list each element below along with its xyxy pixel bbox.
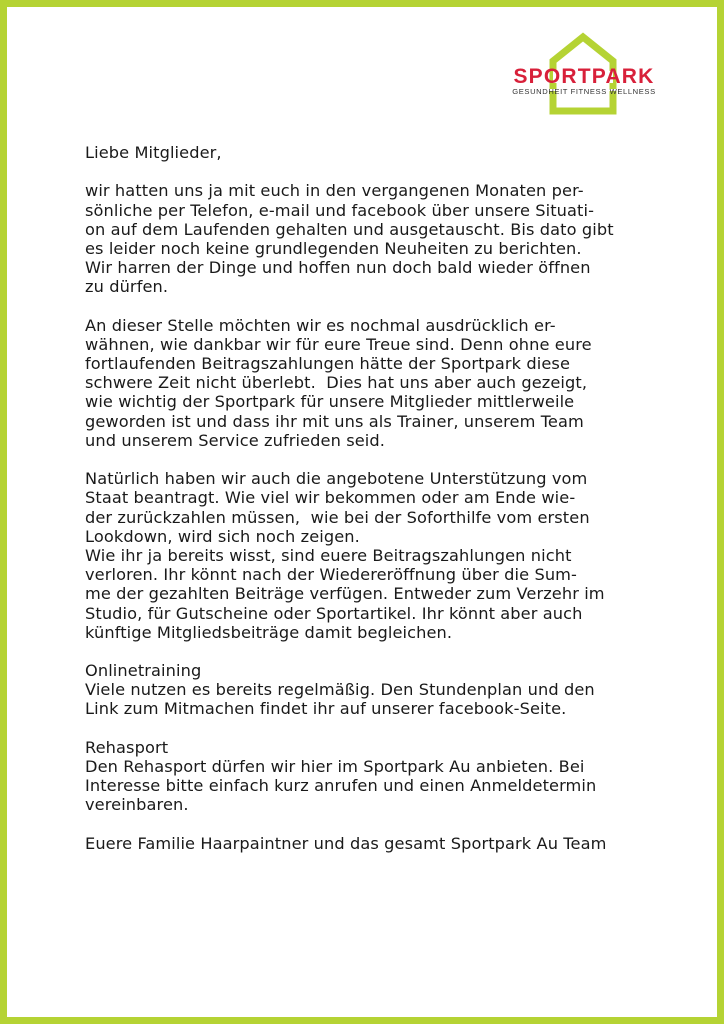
text-line: Onlinetraining: [85, 661, 202, 681]
text-line: Rehasport: [85, 737, 169, 757]
letter-paragraph: [85, 469, 675, 642]
text-line: geworden ist und dass ihr mit uns als Trainer, unserem Team: [85, 411, 584, 431]
paragraph-gap: [85, 815, 675, 834]
text-line: Viele nutzen es bereits regelmäßig. Den Stundenplan und den: [85, 680, 595, 700]
text-line: künftige Mitgliedsbeiträge damit begleichen.: [85, 622, 453, 642]
letter-greeting: Liebe Mitglieder,: [85, 143, 222, 162]
text-line: der zurückzahlen müssen, wie bei der Soforthilfe vom ersten: [85, 507, 590, 527]
sportpark-logo: [477, 31, 691, 119]
text-line: Staat beantragt. Wie viel wir bekommen oder am Ende wie-: [85, 488, 576, 508]
letter-paragraph: [85, 661, 675, 719]
text-line: wir hatten uns ja mit euch in den vergangenen Monaten per-: [85, 181, 584, 201]
letter-paragraphs: [85, 181, 675, 833]
letter-body: [85, 143, 675, 853]
paragraph-gap: [85, 297, 675, 316]
text-line: und unserem Service zufrieden seid.: [85, 430, 386, 450]
text-line: Den Rehasport dürfen wir hier im Sportpark Au anbieten. Bei: [85, 757, 585, 776]
text-line: on auf dem Laufenden gehalten und ausgetauscht. Bis dato gibt: [85, 219, 614, 239]
text-line: zu dürfen.: [85, 277, 169, 297]
text-line: Wir harren der Dinge und hoffen nun doch bald wieder öffnen: [85, 258, 591, 278]
paragraph-gap: [85, 450, 675, 469]
text-line: Lookdown, wird sich noch zeigen.: [85, 526, 360, 546]
text-line: An dieser Stelle möchten wir es nochmal ausdrücklich er-: [85, 315, 556, 335]
text-line: wie wichtig der Sportpark für unsere Mitglieder mittlerweile: [85, 392, 575, 412]
text-line: Studio, für Gutscheine oder Sportartikel. Ihr könnt aber auch: [85, 603, 583, 623]
text-line: wähnen, wie dankbar wir für eure Treue sind. Denn ohne eure: [85, 334, 592, 354]
sportpark-logo-graphic: [477, 31, 691, 119]
text-line: Link zum Mitmachen findet ihr auf unserer facebook-Seite.: [85, 699, 567, 719]
text-line: Interesse bitte einfach kurz anrufen und einen Anmeldetermin: [85, 776, 597, 796]
text-line: vereinbaren.: [85, 795, 189, 815]
text-line: Wie ihr ja bereits wisst, sind euere Beitragszahlungen nicht: [85, 545, 572, 565]
paragraph-gap: [85, 642, 675, 661]
text-line: Natürlich haben wir auch die angebotene Unterstützung vom: [85, 469, 588, 489]
logo-tagline-text: GESUNDHEIT FITNESS WELLNESS: [512, 87, 656, 96]
logo-brand-text: SPORTPARK: [513, 65, 655, 88]
letter-paragraph: [85, 738, 675, 815]
letter-paragraph: [85, 316, 675, 450]
letter-signature: Euere Familie Haarpaintner und das gesamt Sportpark Au Team: [85, 833, 607, 853]
paragraph-gap: [85, 162, 675, 181]
text-line: fortlaufenden Beitragszahlungen hätte der Sportpark diese: [85, 354, 571, 374]
text-line: sönliche per Telefon, e-mail und facebook über unsere Situati-: [85, 200, 595, 220]
letter-paragraph: [85, 181, 675, 296]
text-line: schwere Zeit nicht überlebt. Dies hat uns aber auch gezeigt,: [85, 373, 588, 393]
text-line: verloren. Ihr könnt nach der Wiedereröffnung über die Sum-: [85, 565, 577, 585]
text-line: me der gezahlten Beiträge verfügen. Entweder zum Verzehr im: [85, 584, 605, 604]
paragraph-gap: [85, 719, 675, 738]
text-line: es leider noch keine grundlegenden Neuheiten zu berichten.: [85, 238, 582, 258]
